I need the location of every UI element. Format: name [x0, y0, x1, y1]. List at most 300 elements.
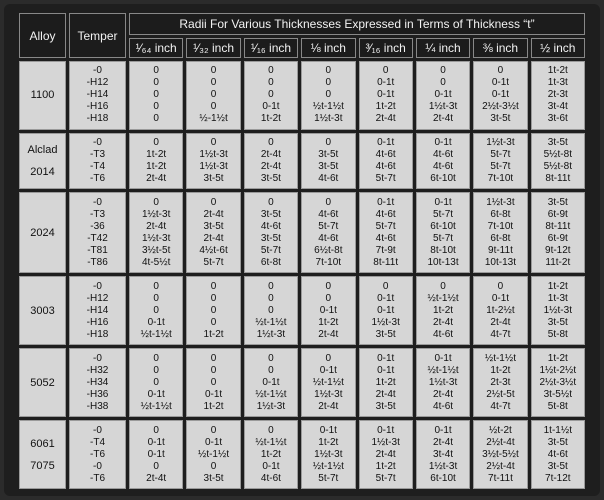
radius-cell-line: 2t-4t: [375, 448, 396, 460]
temper-cell-line: -T6: [90, 472, 105, 484]
radius-cell-line: 1t-2t: [547, 352, 568, 364]
radius-cell-line: 3t-6t: [547, 113, 568, 125]
radius-cell-line: 2t-4t: [375, 388, 396, 400]
radius-cell: [473, 420, 527, 489]
radius-cell-line: 4t-5½t: [142, 256, 171, 268]
radius-cell-line: 0: [210, 304, 217, 316]
radius-cell-line: 6t-10t: [430, 220, 456, 232]
radius-cell-line: 6t-8t: [490, 232, 511, 244]
radius-cell-line: 6t-8t: [260, 256, 281, 268]
radius-cell-line: 2t-4t: [260, 148, 281, 160]
radius-cell-line: 0-1t: [434, 424, 452, 436]
temper-cell: [69, 420, 126, 489]
radius-cell-line: 1t-2t: [203, 328, 224, 340]
radius-cell: [473, 133, 527, 189]
radius-cell-line: 1t-2½t: [486, 304, 515, 316]
radius-cell-line: 0-1t: [262, 460, 280, 472]
radius-cell-line: 6t-9t: [547, 232, 568, 244]
radius-cell-line: 0: [325, 136, 332, 148]
temper-cell-line: -T6: [90, 172, 105, 184]
radius-cell-line: 3½t-5t: [142, 244, 171, 256]
radius-cell: [473, 192, 527, 273]
temper-cell-line: -H12: [86, 77, 109, 89]
radius-cell-line: 0: [325, 89, 332, 101]
radius-cell: [416, 420, 470, 489]
radius-cell-line: 0-1t: [262, 376, 280, 388]
radius-cell: [129, 420, 183, 489]
table-row: [19, 192, 585, 273]
radius-cell: [416, 133, 470, 189]
radius-cell-line: ½-1½t: [199, 113, 228, 125]
radius-cell-line: 1½t-3t: [371, 316, 400, 328]
radius-cell-line: 0-1t: [147, 436, 165, 448]
table-row: [19, 61, 585, 130]
radius-cell-line: 0-1t: [377, 304, 395, 316]
radius-cell: [359, 133, 413, 189]
radius-cell-line: 3t-5t: [203, 172, 224, 184]
radius-cell-line: 2t-4t: [146, 472, 167, 484]
alloy-cell: [19, 420, 66, 489]
radius-cell-line: 1t-2t: [490, 364, 511, 376]
radius-cell-line: 0: [268, 77, 274, 89]
radius-cell-line: ½t-1½t: [197, 448, 230, 460]
temper-cell-line: -T3: [90, 208, 105, 220]
radius-cell-line: 8t-11t: [545, 220, 571, 232]
radius-cell-line: 9t-11t: [488, 244, 513, 256]
radius-cell-line: 0: [153, 292, 159, 304]
radius-cell-line: 3t-5t: [375, 328, 396, 340]
radius-cell-line: 1½t-3t: [256, 328, 286, 340]
radius-cell-line: 0: [210, 316, 217, 328]
radius-cell-line: 1½t-3t: [314, 388, 343, 400]
radius-cell: [301, 348, 355, 417]
radius-cell: [244, 133, 298, 189]
radius-cell-line: 0: [210, 101, 217, 113]
radius-cell-line: 3t-5t: [318, 148, 339, 160]
temper-cell-line: -T4: [90, 436, 105, 448]
radius-cell-line: 0: [153, 89, 159, 101]
temper-cell-line: -H18: [86, 328, 109, 340]
radius-cell: [186, 420, 240, 489]
radius-cell: [359, 276, 413, 345]
radius-cell-line: 1½t-3t: [486, 136, 515, 148]
radius-cell-line: 2t-4t: [433, 316, 454, 328]
radius-cell-line: ½t-1½t: [140, 400, 172, 412]
radius-cell: [531, 420, 585, 489]
radius-cell-line: 3t-5t: [490, 113, 511, 125]
radius-cell-line: 6t-10t: [430, 472, 456, 484]
radius-cell-line: 0: [210, 77, 217, 89]
radius-cell: [244, 61, 298, 130]
radius-cell-line: 1t-3t: [547, 77, 568, 89]
radius-cell-line: 5t-7t: [490, 148, 511, 160]
radius-cell-line: 0-1t: [377, 77, 395, 89]
radius-cell-line: 3t-5t: [547, 460, 568, 472]
radius-cell-line: 1½t-3t: [199, 160, 228, 172]
radius-cell: [473, 61, 527, 130]
radius-cell-line: 0: [153, 196, 159, 208]
radius-cell-line: 7t-12t: [545, 472, 571, 484]
radius-cell-line: 0: [210, 424, 217, 436]
radius-cell: [416, 348, 470, 417]
radius-cell-line: 1½t-3t: [486, 196, 515, 208]
radius-cell-line: 0: [153, 136, 159, 148]
radius-cell: [129, 133, 183, 189]
radius-cell-line: 1t-2t: [375, 101, 396, 113]
radius-cell-line: 0: [210, 196, 217, 208]
temper-cell-line: -T4: [90, 160, 105, 172]
radius-cell-line: 7t-9t: [375, 244, 396, 256]
radius-cell: [416, 61, 470, 130]
radius-cell-line: 0: [210, 280, 217, 292]
radius-cell-line: 0: [210, 89, 217, 101]
radius-cell-line: 1½t-3t: [543, 304, 572, 316]
radius-cell-line: 3t-5½t: [543, 388, 572, 400]
radius-cell-line: 0: [153, 77, 159, 89]
radius-cell-line: 0: [268, 352, 274, 364]
radius-cell: [301, 133, 355, 189]
radius-cell-line: 4t-6t: [433, 148, 454, 160]
radius-cell-line: 11t-2t: [545, 256, 571, 268]
radius-cell-line: 2t-3t: [547, 89, 568, 101]
radius-cell-line: 0: [325, 77, 332, 89]
radius-cell-line: 8t-10t: [430, 244, 456, 256]
radius-cell-line: 3t-4t: [433, 448, 454, 460]
radius-cell-line: 0: [325, 352, 332, 364]
radius-cell-line: 2t-4t: [490, 316, 511, 328]
radius-cell: [244, 348, 298, 417]
radius-cell-line: 0: [153, 460, 159, 472]
radius-cell-line: 1½t-3t: [314, 448, 343, 460]
radius-cell-line: 3t-5t: [547, 436, 568, 448]
radius-cell-line: 6t-10t: [430, 172, 456, 184]
radius-cell: [129, 348, 183, 417]
radius-cell-line: 4t-6t: [375, 232, 396, 244]
temper-cell-line: -0: [93, 424, 102, 436]
alloy-cell-line: 2024: [30, 226, 55, 239]
radius-cell-line: 0: [153, 101, 159, 113]
radius-cell-line: 1½t-3t: [256, 400, 286, 412]
radius-cell-line: 0: [325, 292, 332, 304]
radius-cell: [531, 133, 585, 189]
radius-cell-line: 0: [153, 113, 159, 125]
temper-cell: [69, 133, 126, 189]
radius-cell-line: 5t-8t: [547, 400, 568, 412]
temper-cell-line: -H32: [86, 364, 109, 376]
radius-cell-line: 2½t-5t: [486, 388, 515, 400]
radius-cell-line: 0-1t: [319, 304, 337, 316]
radius-cell: [186, 133, 240, 189]
radius-cell-line: 0: [153, 304, 159, 316]
radius-cell-line: 0: [268, 280, 274, 292]
radius-cell-line: 3t-5t: [547, 136, 568, 148]
table-row: [19, 276, 585, 345]
radius-cell-line: 0-1t: [319, 424, 337, 436]
radius-cell-line: 1t-2t: [433, 304, 454, 316]
radius-cell-line: 2t-4t: [203, 208, 224, 220]
radius-cell-line: 4t-6t: [260, 472, 281, 484]
radius-cell-line: 0: [497, 280, 504, 292]
temper-cell-line: -0: [93, 460, 102, 472]
table-row: [19, 133, 585, 189]
radius-cell-line: 0: [210, 292, 217, 304]
radius-cell-line: 0: [210, 364, 217, 376]
thickness-header: ⅜ inch: [473, 38, 527, 58]
radius-cell: [244, 192, 298, 273]
radius-cell-line: 0-1t: [434, 352, 452, 364]
radius-cell: [416, 276, 470, 345]
temper-cell-line: -T3: [90, 148, 105, 160]
radius-cell-line: 2½t-3½t: [482, 101, 519, 113]
radius-cell: [359, 192, 413, 273]
temper-cell-line: -0: [93, 136, 102, 148]
radius-cell-line: 0: [268, 136, 274, 148]
radius-cell-line: 1½t-3t: [142, 208, 171, 220]
alloy-cell-line: Alclad: [27, 143, 58, 156]
radius-cell-line: 1t-2t: [375, 376, 396, 388]
temper-cell: [69, 61, 126, 130]
radius-cell-line: 2t-4t: [318, 328, 339, 340]
alloy-cell-line: 2014: [30, 165, 55, 178]
radius-cell-line: 6t-9t: [547, 208, 568, 220]
table-row: [19, 348, 585, 417]
radius-cell-line: 5t-7t: [203, 256, 224, 268]
temper-cell-line: -H18: [86, 113, 109, 125]
radius-cell: [473, 276, 527, 345]
thickness-header: ¹⁄₁₆ inch: [244, 38, 298, 58]
radius-cell: [531, 61, 585, 130]
radius-cell: [531, 276, 585, 345]
radius-cell: [186, 61, 240, 130]
radius-cell-line: 0: [268, 65, 274, 77]
radius-cell-line: 0: [440, 77, 446, 89]
temper-cell-line: -H38: [86, 400, 109, 412]
radius-cell-line: 5t-7t: [375, 220, 396, 232]
radius-cell: [301, 61, 355, 130]
radius-cell-line: 0: [497, 65, 504, 77]
radius-cell-line: 3t-5t: [260, 172, 281, 184]
radius-cell-line: 6½t-8t: [314, 244, 343, 256]
radius-cell-line: 0: [153, 376, 159, 388]
radius-cell-line: 1½t-3t: [428, 376, 458, 388]
radius-cell-line: 4t-7t: [490, 400, 511, 412]
temper-cell-line: -H16: [86, 101, 109, 113]
radius-cell-line: 0: [268, 304, 274, 316]
alloy-cell: [19, 192, 66, 273]
radius-cell-line: 0-1t: [377, 292, 395, 304]
radius-cell-line: 0-1t: [262, 101, 280, 113]
radius-cell-line: 2½t-4t: [486, 460, 515, 472]
thickness-header: ½ inch: [531, 38, 585, 58]
radius-cell-line: 1t-2t: [146, 148, 167, 160]
radius-cell-line: 0-1t: [491, 89, 510, 101]
table-row: [19, 420, 585, 489]
radius-cell-line: 0: [325, 196, 332, 208]
radius-cell-line: 1½t-3t: [428, 101, 458, 113]
radius-cell-line: 2t-4t: [433, 436, 454, 448]
radius-cell-line: 0: [325, 280, 332, 292]
bend-radii-table: [16, 10, 588, 492]
radius-cell-line: 2t-4t: [375, 113, 396, 125]
radius-cell-line: 9t-12t: [545, 244, 571, 256]
radius-cell-line: 1½t-3t: [314, 113, 343, 125]
alloy-header: Alloy: [19, 13, 66, 58]
radius-cell-line: 0-1t: [377, 352, 395, 364]
radius-cell-line: 0-1t: [377, 364, 395, 376]
radius-cell-line: 0-1t: [491, 77, 510, 89]
temper-cell-line: -H36: [86, 388, 109, 400]
radius-cell-line: 0: [440, 65, 446, 77]
radius-cell: [359, 61, 413, 130]
radius-cell-line: 4t-6t: [318, 172, 339, 184]
radius-cell-line: 0: [268, 424, 274, 436]
radius-cell-line: 0: [210, 352, 217, 364]
radius-cell-line: 0: [268, 196, 274, 208]
radius-cell-line: 0-1t: [204, 436, 223, 448]
radius-cell-line: 4t-6t: [375, 148, 396, 160]
radius-cell-line: 8t-11t: [545, 172, 571, 184]
radius-cell-line: 3t-5t: [203, 472, 224, 484]
radius-cell-line: 5½t-8t: [543, 148, 572, 160]
radius-cell-line: 4t-7t: [490, 328, 511, 340]
radius-cell-line: ½t-1½t: [255, 436, 287, 448]
radius-cell-line: ½t-1½t: [255, 388, 287, 400]
radius-cell-line: 1½t-2½t: [539, 364, 577, 376]
radius-cell-line: 0: [153, 65, 159, 77]
radius-cell-line: 5t-7t: [375, 472, 396, 484]
radius-cell-line: 0: [268, 364, 274, 376]
radius-cell-line: 0: [153, 280, 159, 292]
temper-cell-line: -H16: [86, 316, 109, 328]
radius-cell-line: 2½t-3½t: [539, 376, 577, 388]
radius-cell-line: 1t-2t: [203, 400, 224, 412]
radius-cell-line: 2t-4t: [318, 400, 339, 412]
radius-cell-line: 4t-6t: [318, 208, 339, 220]
radius-cell-line: 4t-6t: [260, 220, 281, 232]
radius-cell-line: 3t-5t: [375, 400, 396, 412]
radius-cell-line: 3t-5t: [318, 160, 339, 172]
radius-cell-line: 4t-6t: [318, 232, 339, 244]
alloy-cell: [19, 348, 66, 417]
radius-cell-line: 8t-11t: [373, 256, 399, 268]
radius-cell-line: 0-1t: [377, 136, 395, 148]
radius-cell-line: 0: [210, 136, 217, 148]
radius-cell-line: 2t-4t: [203, 232, 224, 244]
radius-cell-line: 3t-5t: [260, 208, 281, 220]
radius-cell-line: 0: [153, 352, 159, 364]
radius-cell-line: 7t-10t: [315, 256, 342, 268]
radius-cell-line: 1t-2t: [547, 280, 568, 292]
radius-cell-line: 5t-8t: [547, 328, 568, 340]
radius-cell: [416, 192, 470, 273]
radius-cell-line: ½t-1½t: [312, 101, 344, 113]
radius-cell-line: 2t-4t: [433, 388, 454, 400]
radius-cell: [531, 348, 585, 417]
radius-cell: [473, 348, 527, 417]
radius-cell-line: 0-1t: [434, 136, 452, 148]
radius-cell-line: 5t-7t: [433, 208, 454, 220]
temper-cell-line: -0: [93, 352, 102, 364]
radius-cell-line: 5t-7t: [490, 160, 511, 172]
radius-cell-line: 0-1t: [491, 292, 510, 304]
radius-cell-line: 2½t-4t: [486, 436, 515, 448]
table-frame: [4, 4, 600, 496]
radius-cell-line: 0: [210, 65, 217, 77]
radius-cell-line: 0-1t: [147, 448, 165, 460]
temper-cell: [69, 192, 126, 273]
thickness-header: ¹⁄₃₂ inch: [186, 38, 240, 58]
radius-cell-line: 4t-6t: [433, 400, 454, 412]
radius-cell: [129, 276, 183, 345]
alloy-cell: [19, 133, 66, 189]
radius-cell-line: 1t-1½t: [543, 424, 572, 436]
radius-cell-line: 2t-4t: [260, 160, 281, 172]
temper-cell-line: -T86: [87, 256, 108, 268]
radius-cell-line: 0: [268, 89, 274, 101]
radius-cell-line: 3t-5t: [547, 316, 568, 328]
radius-cell-line: ½t-1½t: [427, 364, 459, 376]
radius-cell-line: ½t-2t: [489, 424, 512, 436]
radius-cell-line: 5t-7t: [318, 472, 339, 484]
temper-cell-line: -36: [90, 220, 105, 232]
radius-cell-line: 0: [268, 292, 274, 304]
radius-cell-line: 1t-2t: [146, 160, 167, 172]
radius-cell-line: 7t-10t: [487, 172, 514, 184]
radius-cell-line: ½t-1½t: [484, 352, 516, 364]
radius-cell: [359, 348, 413, 417]
temper-cell-line: -H14: [86, 89, 109, 101]
temper-cell-line: -T6: [90, 448, 105, 460]
radius-cell-line: 0: [382, 65, 389, 77]
radius-cell-line: 1t-2t: [318, 436, 339, 448]
radius-cell-line: 0: [153, 424, 159, 436]
radius-cell-line: 1½t-3t: [142, 232, 171, 244]
radius-cell-line: 1t-3t: [547, 292, 568, 304]
alloy-cell-line: 6061: [30, 437, 55, 450]
radius-cell-line: 0-1t: [434, 196, 452, 208]
radius-cell-line: 3t-5t: [547, 196, 568, 208]
radius-cell-line: 0: [382, 280, 389, 292]
radius-cell: [244, 276, 298, 345]
radius-cell-line: 0-1t: [147, 316, 165, 328]
radius-cell-line: 3t-5t: [260, 232, 281, 244]
radius-cell: [129, 61, 183, 130]
radius-cell: [186, 276, 240, 345]
temper-cell-line: -T81: [87, 244, 108, 256]
radius-cell-line: 4t-6t: [375, 208, 396, 220]
thickness-header: ⅛ inch: [301, 38, 355, 58]
radius-cell-line: 1t-2t: [375, 460, 396, 472]
radius-cell-line: 1½t-3t: [199, 148, 228, 160]
radius-cell-line: 0-1t: [434, 89, 452, 101]
radius-cell-line: 3½t-5½t: [482, 448, 519, 460]
radius-cell-line: 0-1t: [204, 388, 223, 400]
radius-cell-line: ½t-1½t: [312, 460, 344, 472]
radius-cell-line: 2t-4t: [146, 220, 167, 232]
radius-cell-line: 5½t-8t: [543, 160, 572, 172]
temper-cell-line: -T42: [87, 232, 108, 244]
radius-cell-line: 1t-2t: [260, 113, 281, 125]
radius-cell-line: 0: [325, 65, 332, 77]
radius-cell-line: 10t-13t: [484, 256, 516, 268]
radius-cell-line: 1t-2t: [547, 65, 568, 77]
temper-cell-line: -H14: [86, 304, 109, 316]
radius-cell-line: 5t-7t: [433, 232, 454, 244]
radius-cell-line: 4t-6t: [547, 448, 568, 460]
radius-cell-line: 0: [210, 376, 217, 388]
radius-cell-line: 0: [153, 364, 159, 376]
radius-cell: [244, 420, 298, 489]
